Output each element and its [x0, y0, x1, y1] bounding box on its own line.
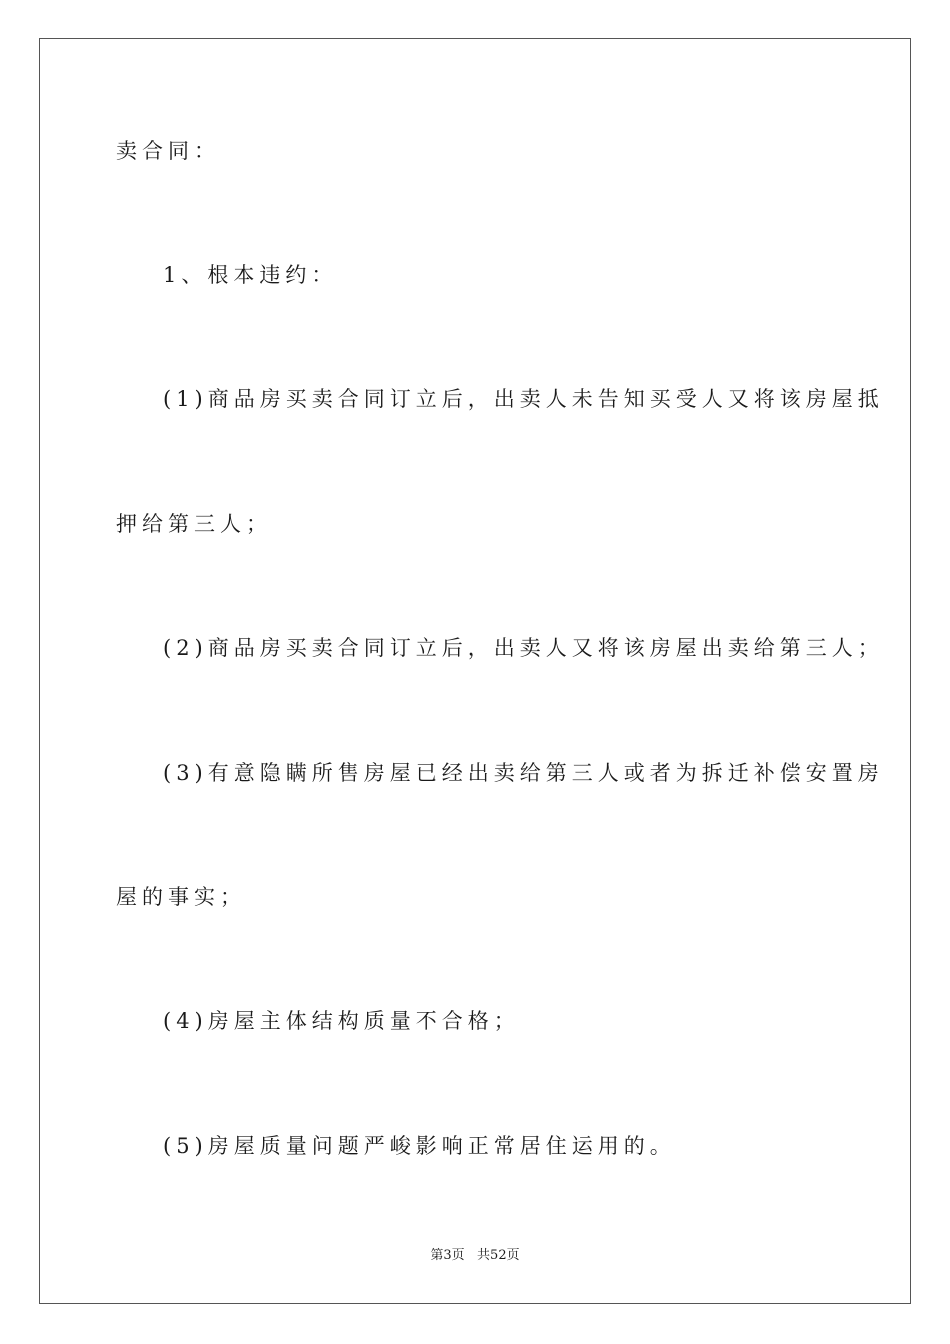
- text-line: 1、根本违约：: [163, 263, 338, 287]
- text-line: 卖合同：: [116, 139, 220, 163]
- text-line: (2)商品房买卖合同订立后，出卖人又将该房屋出卖给第三人；: [163, 636, 884, 660]
- text-line: (4)房屋主体结构质量不合格；: [163, 1009, 520, 1033]
- text-line: (5)房屋质量问题严峻影响正常居住运用的。: [163, 1134, 676, 1158]
- text-line: 屋的事实；: [116, 885, 246, 909]
- text-line: (1)商品房买卖合同订立后，出卖人未告知买受人又将该房屋抵: [163, 387, 884, 411]
- text-line: (3)有意隐瞒所售房屋已经出卖给第三人或者为拆迁补偿安置房: [163, 761, 884, 785]
- text-line: 押给第三人；: [116, 512, 272, 536]
- page-footer: 第3页 共52页: [430, 1248, 520, 1263]
- page-border: [39, 38, 911, 1304]
